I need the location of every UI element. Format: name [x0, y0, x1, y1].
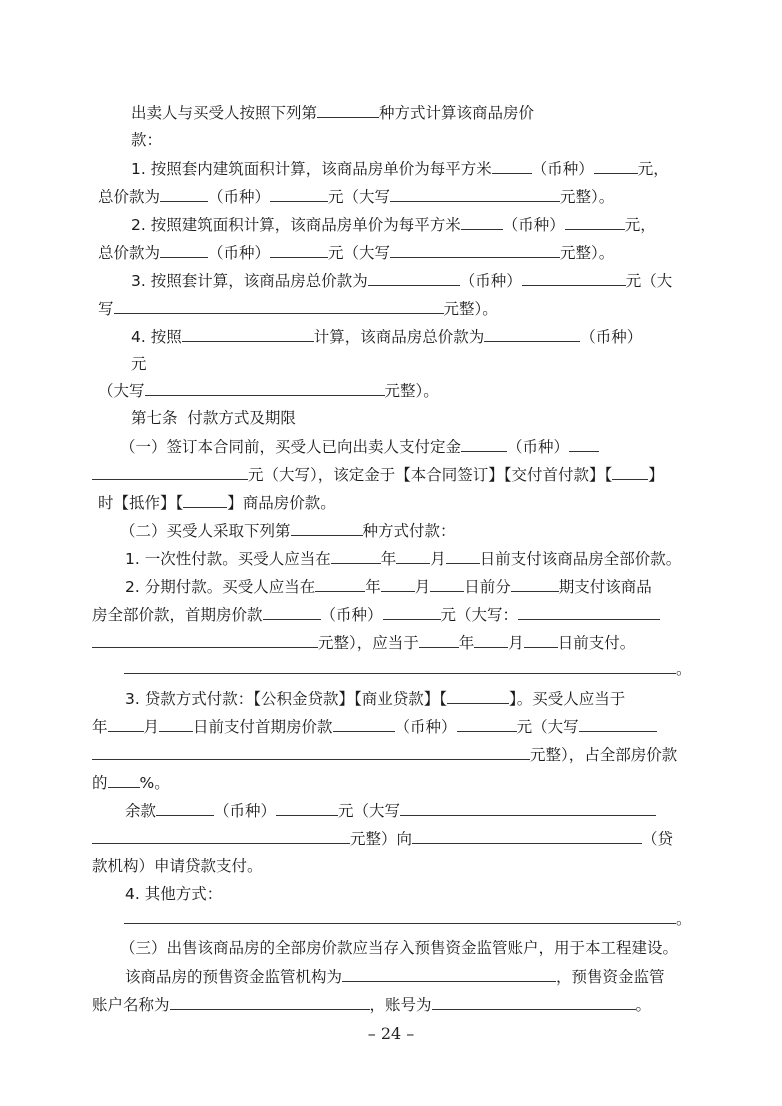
text: 种方式计算该商品房价	[379, 104, 535, 122]
text-line	[98, 492, 336, 513]
text: ，账号为	[369, 996, 432, 1014]
blank-field[interactable]	[447, 688, 509, 704]
text: 月	[430, 550, 446, 568]
text: 元整），应当于	[318, 634, 419, 652]
text: 4. 其他方式：	[125, 885, 223, 903]
blank-field[interactable]	[383, 604, 441, 620]
text: 元整）。	[384, 382, 439, 400]
text-line	[125, 884, 222, 904]
blank-field[interactable]	[400, 800, 656, 816]
blank-field[interactable]	[579, 716, 657, 732]
text: （一）签订本合同前，买受人已向出卖人支付定金	[120, 438, 462, 456]
text-line	[92, 828, 673, 849]
blank-field[interactable]	[124, 908, 676, 924]
text: 年	[365, 578, 381, 596]
blank-field[interactable]	[160, 186, 208, 202]
text: 月	[508, 634, 524, 652]
text: 3. 贷款方式付款：【公积金贷款】【商业贷款】【	[125, 690, 447, 708]
text: 月	[414, 578, 431, 596]
text: 元，	[624, 216, 656, 234]
text-line	[92, 856, 263, 876]
text-line	[125, 966, 665, 987]
blank-field[interactable]	[342, 966, 556, 982]
text-line	[120, 938, 678, 958]
text: 3. 按照套计算，该商品房总价款为	[131, 272, 368, 290]
blank-field[interactable]	[92, 828, 350, 844]
blank-field[interactable]	[159, 716, 193, 732]
blank-field[interactable]	[524, 632, 558, 648]
text: 余款	[125, 802, 157, 820]
text: 时【抵作】【	[98, 494, 184, 512]
text: 房全部价款，首期房价款	[92, 606, 263, 624]
text: 出卖人与买受人按照下列第	[131, 104, 318, 122]
blank-field[interactable]	[594, 158, 638, 174]
blank-field[interactable]	[390, 186, 560, 202]
blank-field[interactable]	[108, 772, 140, 788]
text-line	[92, 772, 170, 793]
text: 元整）向	[350, 830, 413, 848]
text: 日前支付该商品房全部价款。	[479, 550, 682, 568]
text: 元整），占全部房价款	[530, 746, 678, 764]
blank-field[interactable]	[182, 326, 314, 342]
text-line	[98, 298, 498, 319]
text: 】商品房价款。	[227, 494, 336, 512]
blank-field[interactable]	[461, 436, 507, 452]
text: （币种）	[208, 244, 271, 262]
text-line	[131, 130, 162, 150]
text: %。	[139, 774, 170, 792]
text-line	[125, 688, 625, 709]
text: 】。买受人应当于	[508, 690, 626, 708]
blank-field[interactable]	[565, 214, 625, 230]
page-number: – 24 –	[367, 1024, 415, 1043]
text: 。	[676, 910, 692, 928]
blank-field[interactable]	[492, 158, 532, 174]
text: 日前支付。	[557, 634, 636, 652]
text: （二）买受人采取下列第	[120, 522, 291, 540]
text: 的	[92, 774, 108, 792]
blank-field[interactable]	[92, 632, 318, 648]
blank-field[interactable]	[511, 576, 559, 592]
text: （币种）	[214, 802, 277, 820]
blank-field[interactable]	[461, 214, 503, 230]
blank-field[interactable]	[396, 548, 430, 564]
text-line	[125, 800, 656, 821]
text: 总价款为	[98, 244, 161, 262]
blank-field[interactable]	[108, 716, 144, 732]
text: 种方式付款：	[362, 522, 456, 540]
text: 2. 分期付款。买受人应当在	[125, 578, 316, 596]
text: 元（大写：	[440, 606, 519, 624]
text: 。	[635, 996, 652, 1014]
text: （币种）	[531, 160, 594, 178]
text: 2. 按照建筑面积计算，该商品房单价为每平方米	[131, 216, 461, 234]
blank-field[interactable]	[474, 632, 508, 648]
text: 总价款为	[98, 188, 161, 206]
text: 日前分	[464, 578, 511, 596]
text: （币种）	[459, 272, 522, 290]
text: 4. 按照	[131, 328, 182, 346]
text: （三）出售该商品房的全部房价款应当存入预售资金监管账户，用于本工程建设。	[120, 939, 679, 957]
text: （币种）	[502, 216, 565, 234]
blank-field[interactable]	[518, 604, 660, 620]
blank-field[interactable]	[92, 744, 530, 760]
blank-field[interactable]	[170, 994, 370, 1010]
text-line	[92, 994, 651, 1015]
text: 元整）。	[443, 300, 498, 318]
blank-field[interactable]	[160, 242, 208, 258]
blank-field[interactable]	[446, 548, 480, 564]
blank-field[interactable]	[270, 242, 328, 258]
blank-field[interactable]	[145, 380, 385, 396]
text-line	[92, 464, 664, 485]
text-line	[120, 436, 599, 457]
text-line	[92, 716, 657, 737]
blank-field[interactable]	[457, 716, 517, 732]
text: 1. 按照套内建筑面积计算，该商品房单价为每平方米	[131, 160, 492, 178]
text-line	[131, 102, 534, 123]
text: 元（大	[625, 272, 673, 290]
blank-field[interactable]	[276, 800, 338, 816]
text: （币种）	[394, 718, 457, 736]
article-heading	[131, 408, 296, 428]
blank-field[interactable]	[368, 270, 460, 286]
text-line	[131, 214, 656, 235]
text-line	[131, 270, 672, 291]
text-line	[125, 548, 681, 569]
text: 账户名称为	[92, 996, 170, 1014]
blank-field[interactable]	[114, 298, 444, 314]
text-line	[92, 744, 677, 765]
text: 年	[458, 634, 475, 652]
text: 元（大写	[338, 802, 401, 820]
text: （币种）	[208, 188, 271, 206]
text-line	[131, 158, 669, 179]
text-line	[131, 326, 642, 347]
text: （大写	[98, 382, 145, 400]
text: 写	[98, 300, 114, 318]
text: 年	[380, 550, 397, 568]
blank-field[interactable]	[430, 576, 464, 592]
blank-field[interactable]	[412, 828, 642, 844]
text-line	[124, 658, 692, 679]
blank-field[interactable]	[612, 464, 648, 480]
text: 期支付该商品	[558, 578, 652, 596]
blank-field[interactable]	[390, 242, 560, 258]
text: 计算，该商品房总价款为	[313, 328, 485, 346]
blank-field[interactable]	[92, 464, 248, 480]
text: 第七条 付款方式及期限	[131, 409, 296, 427]
blank-field[interactable]	[381, 576, 415, 592]
text: 元	[131, 355, 147, 373]
blank-field[interactable]	[315, 576, 365, 592]
text: 年	[92, 718, 108, 736]
blank-field[interactable]	[484, 326, 580, 342]
blank-field[interactable]	[317, 102, 379, 118]
blank-field[interactable]	[419, 632, 459, 648]
text-line	[98, 242, 614, 263]
text-line	[131, 354, 147, 374]
text: 款：	[131, 131, 163, 149]
text: 1. 一次性付款。买受人应当在	[125, 550, 331, 568]
blank-field[interactable]	[263, 604, 321, 620]
blank-field[interactable]	[331, 548, 381, 564]
text: （币种）	[580, 328, 643, 346]
text-line	[98, 380, 439, 401]
text: 元整）。	[560, 244, 615, 262]
text-line	[92, 604, 660, 625]
blank-field[interactable]	[522, 270, 626, 286]
blank-field[interactable]	[432, 994, 636, 1010]
text: 元（大写），该定金于【本合同签订】【交付首付款】【	[248, 466, 613, 484]
text-line	[120, 520, 456, 541]
text: 款机构）申请贷款支付。	[92, 857, 263, 875]
text: 日前支付首期房价款	[193, 718, 333, 736]
text-line	[98, 186, 614, 207]
blank-field[interactable]	[183, 492, 227, 508]
blank-field[interactable]	[124, 658, 676, 674]
text: 。	[676, 660, 692, 678]
blank-field[interactable]	[270, 186, 328, 202]
text: 月	[143, 718, 160, 736]
text: （贷	[642, 830, 674, 848]
blank-field[interactable]	[291, 520, 363, 536]
text-line	[125, 576, 652, 597]
text: 元（大写	[328, 188, 391, 206]
text: ，预售资金监管	[556, 968, 665, 986]
text-line	[92, 632, 635, 653]
text: 该商品房的预售资金监管机构为	[125, 968, 343, 986]
text: （币种）	[320, 606, 383, 624]
text: 】	[648, 466, 664, 484]
blank-field[interactable]	[156, 800, 214, 816]
text: 元（大写	[516, 718, 579, 736]
text: 元（大写	[328, 244, 391, 262]
text: （币种）	[507, 438, 570, 456]
text-line	[124, 908, 692, 929]
text: 元整）。	[560, 188, 615, 206]
blank-field[interactable]	[569, 436, 599, 452]
blank-field[interactable]	[333, 716, 395, 732]
text: 元，	[637, 160, 669, 178]
